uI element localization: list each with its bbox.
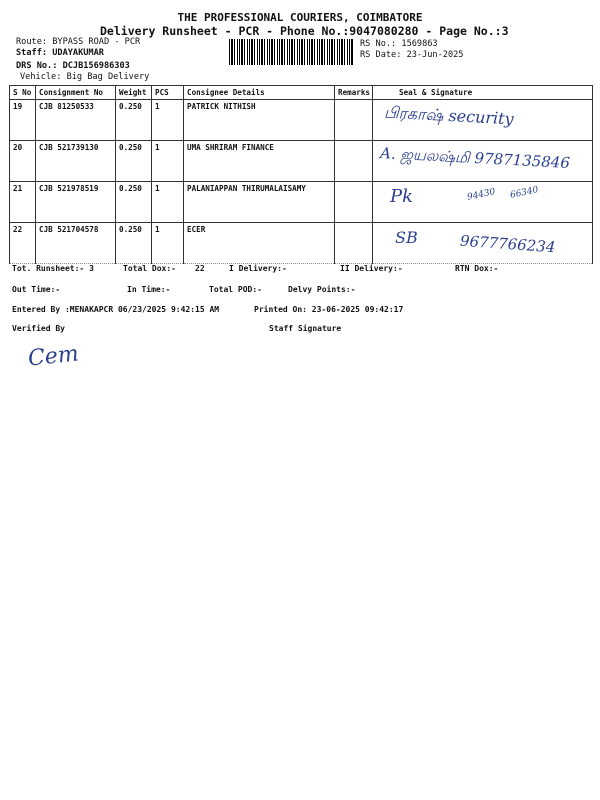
signature-row-19: பிரகாஷ் security	[383, 102, 515, 129]
printed-on: Printed On: 23-06-2025 09:42:17	[254, 305, 404, 314]
table-row	[10, 182, 593, 223]
cell-sno: 21	[10, 182, 36, 223]
i-delivery-label: I Delivery:-	[229, 264, 287, 273]
col-header-consignment: Consignment No	[36, 86, 116, 100]
cell-consignee: PALANIAPPAN THIRUMALAISAMY	[184, 182, 335, 223]
cell-remarks	[335, 223, 373, 264]
cell-remarks	[335, 100, 373, 141]
in-time-label: In Time:-	[127, 285, 171, 294]
vehicle-label: Vehicle: Big Bag Delivery	[20, 72, 150, 82]
signature-row-22-initials: SB	[395, 228, 418, 247]
cell-pcs: 1	[152, 223, 184, 264]
total-dox-label: Total Dox:-	[123, 264, 176, 273]
signature-row-21-phone-a: 94430	[466, 187, 497, 203]
cell-remarks	[335, 141, 373, 182]
cell-weight: 0.250	[116, 223, 152, 264]
col-header-pcs: PCS	[152, 86, 184, 100]
cell-weight: 0.250	[116, 141, 152, 182]
staff-signature-label: Staff Signature	[269, 324, 342, 333]
col-header-consignee: Consignee Details	[184, 86, 335, 100]
verified-by-label: Verified By	[12, 324, 65, 333]
col-header-signature: Seal & Signature	[373, 86, 593, 100]
drs-number: DRS No.: DCJB156986303	[16, 61, 130, 71]
rtn-dox-label: RTN Dox:-	[455, 264, 499, 273]
rs-date: RS Date: 23-Jun-2025	[360, 50, 464, 60]
staff-label: Staff: UDAYAKUMAR	[16, 48, 104, 58]
signature-row-21-phone-b: 66340	[509, 185, 540, 201]
col-header-remarks: Remarks	[335, 86, 373, 100]
cell-pcs: 1	[152, 141, 184, 182]
barcode-image	[229, 39, 353, 65]
cell-consignee: UMA SHRIRAM FINANCE	[184, 141, 335, 182]
cell-consignment: CJB 521978519	[36, 182, 116, 223]
cell-consignment: CJB 521739130	[36, 141, 116, 182]
tot-runsheet: Tot. Runsheet:- 3	[12, 264, 94, 273]
rs-number: RS No.: 1569863	[360, 39, 438, 49]
total-pod-label: Total POD:-	[209, 285, 262, 294]
out-time-label: Out Time:-	[12, 285, 61, 294]
runsheet-subtitle: Delivery Runsheet - PCR - Phone No.:9047080280 - Page No.:3	[100, 24, 509, 38]
route-label: Route: BYPASS ROAD - PCR	[16, 37, 141, 47]
cell-consignee: ECER	[184, 223, 335, 264]
entered-by: Entered By :MENAKAPCR 06/23/2025 9:42:15 AM	[12, 305, 220, 314]
cell-consignee: PATRICK NITHISH	[184, 100, 335, 141]
col-header-weight: Weight	[116, 86, 152, 100]
signature-row-22-phone: 9677766234	[459, 231, 556, 257]
table-header-row	[10, 86, 593, 100]
cell-weight: 0.250	[116, 100, 152, 141]
cell-pcs: 1	[152, 100, 184, 141]
verified-signature: Cem	[26, 341, 80, 372]
cell-sno: 19	[10, 100, 36, 141]
delvy-points-label: Delvy Points:-	[288, 285, 356, 294]
cell-remarks	[335, 182, 373, 223]
cell-pcs: 1	[152, 182, 184, 223]
cell-consignment: CJB 521704578	[36, 223, 116, 264]
total-dox-value: 22	[195, 264, 205, 273]
signature-row-20: A. ஜயலஷ்மி 9787135846	[379, 144, 571, 172]
cell-sno: 22	[10, 223, 36, 264]
cell-sno: 20	[10, 141, 36, 182]
signature-row-21-initials: Pk	[390, 186, 414, 207]
cell-consignment: CJB 81250533	[36, 100, 116, 141]
cell-weight: 0.250	[116, 182, 152, 223]
col-header-sno: S No	[10, 86, 36, 100]
company-title: THE PROFESSIONAL COURIERS, COIMBATORE	[177, 11, 423, 24]
ii-delivery-label: II Delivery:-	[340, 264, 403, 273]
